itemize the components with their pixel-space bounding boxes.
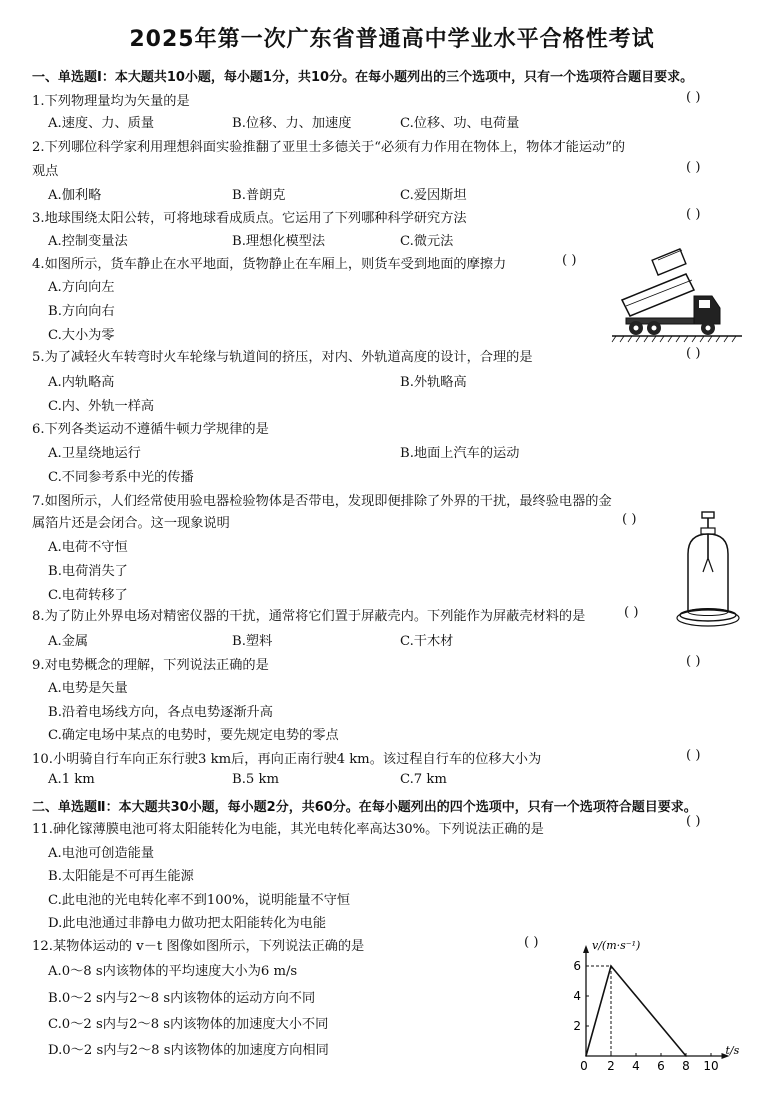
question-5-option-c: C.内、外轨一样高 xyxy=(48,399,155,414)
electroscope-figure xyxy=(676,512,740,632)
question-4-option-b: B.方向向右 xyxy=(48,304,115,319)
x-tick-label: 2 xyxy=(607,1059,615,1073)
question-4-option-a: A.方向向左 xyxy=(48,280,115,295)
question-9-option-a: A.电势是矢量 xyxy=(48,681,128,696)
x-tick-label: 8 xyxy=(682,1059,690,1073)
answer-bracket: ( ) xyxy=(622,512,637,527)
question-3-option-a: A.控制变量法 xyxy=(48,234,128,249)
question-3-option-b: B.理想化模型法 xyxy=(232,234,326,249)
velocity-time-chart xyxy=(566,928,776,1078)
question-1-option-b: B.位移、力、加速度 xyxy=(232,116,352,131)
question-1-stem: 1.下列物理量均为矢量的是 xyxy=(32,94,190,109)
question-5-stem: 5.为了减轻火车转弯时火车轮缘与轨道间的挤压，对内、外轨道高度的设计，合理的是 xyxy=(32,350,533,365)
question-9-stem: 9.对电势概念的理解，下列说法正确的是 xyxy=(32,658,269,673)
question-6-option-b: B.地面上汽车的运动 xyxy=(400,446,520,461)
answer-bracket: ( ) xyxy=(686,814,701,829)
answer-bracket: ( ) xyxy=(686,748,701,763)
truck-figure xyxy=(612,248,752,348)
question-2-option-c: C.爱因斯坦 xyxy=(400,188,467,203)
x-axis-label: t/s xyxy=(725,1044,740,1057)
question-10-option-b: B.5 km xyxy=(232,772,279,787)
y-tick-label: 6 xyxy=(573,959,581,973)
answer-bracket: ( ) xyxy=(524,935,539,950)
truck-bed xyxy=(622,274,694,316)
question-7-stem-continued: 属箔片还是会闭合。这一现象说明 xyxy=(32,516,230,531)
section-2-header: 二、单选题Ⅱ：本大题共30小题，每小题2分，共60分。在每小题列出的四个选项中，只有一个选项符合题目要求。 xyxy=(32,800,697,815)
velocity-line xyxy=(586,966,686,1056)
answer-bracket: ( ) xyxy=(686,90,701,105)
question-6-option-a: A.卫星绕地运行 xyxy=(48,446,141,461)
y-tick-label: 2 xyxy=(573,1019,581,1033)
question-10-option-c: C.7 km xyxy=(400,772,447,787)
answer-bracket: ( ) xyxy=(624,605,639,620)
question-11-option-d: D.此电池通过非静电力做功把太阳能转化为电能 xyxy=(48,916,327,931)
question-5-option-a: A.内轨略高 xyxy=(48,375,115,390)
question-7-stem: 7.如图所示，人们经常使用验电器检验物体是否带电，发现即便排除了外界的干扰，最终验电器的金 xyxy=(32,494,612,509)
question-8-stem: 8.为了防止外界电场对精密仪器的干扰，通常将它们置于屏蔽壳内。下列能作为屏蔽壳材料的是 xyxy=(32,609,586,624)
question-11-option-a: A.电池可创造能量 xyxy=(48,846,155,861)
question-2-stem: 2.下列哪位科学家利用理想斜面实验推翻了亚里士多德关于“必须有力作用在物体上，物体才能运动”的 xyxy=(32,140,626,155)
question-8-option-c: C.干木材 xyxy=(400,634,454,649)
electroscope-knob xyxy=(702,512,714,518)
question-7-option-c: C.电荷转移了 xyxy=(48,588,128,603)
question-6-stem: 6.下列各类运动不遵循牛顿力学规律的是 xyxy=(32,422,269,437)
question-10-option-a: A.1 km xyxy=(48,772,95,787)
x-tick-label: 0 xyxy=(580,1059,588,1073)
x-tick-label: 4 xyxy=(632,1059,640,1073)
question-3-option-c: C.微元法 xyxy=(400,234,454,249)
question-3-stem: 3.地球围绕太阳公转，可将地球看成质点。它运用了下列哪种科学研究方法 xyxy=(32,211,467,226)
y-axis-label: v/(m·s⁻¹) xyxy=(592,939,641,952)
data-point xyxy=(610,965,612,967)
question-6-option-c: C.不同参考系中光的传播 xyxy=(48,470,194,485)
answer-bracket: ( ) xyxy=(686,160,701,175)
cargo-box xyxy=(652,249,686,275)
question-12-option-c: C.0～2 s内与2～8 s内该物体的加速度大小不同 xyxy=(48,1017,329,1032)
question-10-stem: 10.小明骑自行车向正东行驶3 km后，再向正南行驶4 km。该过程自行车的位移大小为 xyxy=(32,752,542,767)
answer-bracket: ( ) xyxy=(686,207,701,222)
question-4-option-c: C.大小为零 xyxy=(48,328,115,343)
x-tick-label: 10 xyxy=(703,1059,719,1073)
exam-title: 2025年第一次广东省普通高中学业水平合格性考试 xyxy=(129,27,655,52)
question-9-option-c: C.确定电场中某点的电势时，要先规定电势的零点 xyxy=(48,728,339,743)
question-11-option-b: B.太阳能是不可再生能源 xyxy=(48,869,194,884)
question-1-option-c: C.位移、功、电荷量 xyxy=(400,116,520,131)
answer-bracket: ( ) xyxy=(686,346,701,361)
question-2-stem-continued: 观点 xyxy=(32,164,59,179)
answer-bracket: ( ) xyxy=(562,253,577,268)
question-2-option-a: A.伽利略 xyxy=(48,188,102,203)
question-7-option-b: B.电荷消失了 xyxy=(48,564,128,579)
question-8-option-a: A.金属 xyxy=(48,634,89,649)
y-tick-label: 4 xyxy=(573,989,581,1003)
data-point xyxy=(585,1055,587,1057)
question-1-option-a: A.速度、力、质量 xyxy=(48,116,155,131)
section-1-header: 一、单选题Ⅰ：本大题共10小题，每小题1分，共10分。在每小题列出的三个选项中，只有一个选项符合题目要求。 xyxy=(32,70,694,85)
question-12-option-a: A.0～8 s内该物体的平均速度大小为6 m/s xyxy=(48,964,298,979)
question-7-option-a: A.电荷不守恒 xyxy=(48,540,128,555)
question-11-option-c: C.此电池的光电转化率不到100%，说明能量不守恒 xyxy=(48,893,351,908)
question-12-option-d: D.0～2 s内与2～8 s内该物体的加速度方向相同 xyxy=(48,1043,329,1058)
question-5-option-b: B.外轨略高 xyxy=(400,375,467,390)
metal-leaf xyxy=(703,558,708,572)
question-12-stem: 12.某物体运动的 v－t 图像如图所示，下列说法正确的是 xyxy=(32,939,365,954)
question-11-stem: 11.砷化镓薄膜电池可将太阳能转化为电能，其光电转化率高达30%。下列说法正确的是 xyxy=(32,822,544,837)
question-2-option-b: B.普朗克 xyxy=(232,188,286,203)
question-8-option-b: B.塑料 xyxy=(232,634,273,649)
y-axis-arrow xyxy=(583,945,589,953)
metal-leaf xyxy=(708,558,713,572)
data-point xyxy=(685,1055,687,1057)
question-4-stem: 4.如图所示，货车静止在水平地面，货物静止在车厢上，则货车受到地面的摩擦力 xyxy=(32,257,507,272)
answer-bracket: ( ) xyxy=(686,654,701,669)
question-12-option-b: B.0～2 s内与2～8 s内该物体的运动方向不同 xyxy=(48,991,316,1006)
x-tick-label: 6 xyxy=(657,1059,665,1073)
question-9-option-b: B.沿着电场线方向，各点电势逐渐升高 xyxy=(48,705,273,720)
